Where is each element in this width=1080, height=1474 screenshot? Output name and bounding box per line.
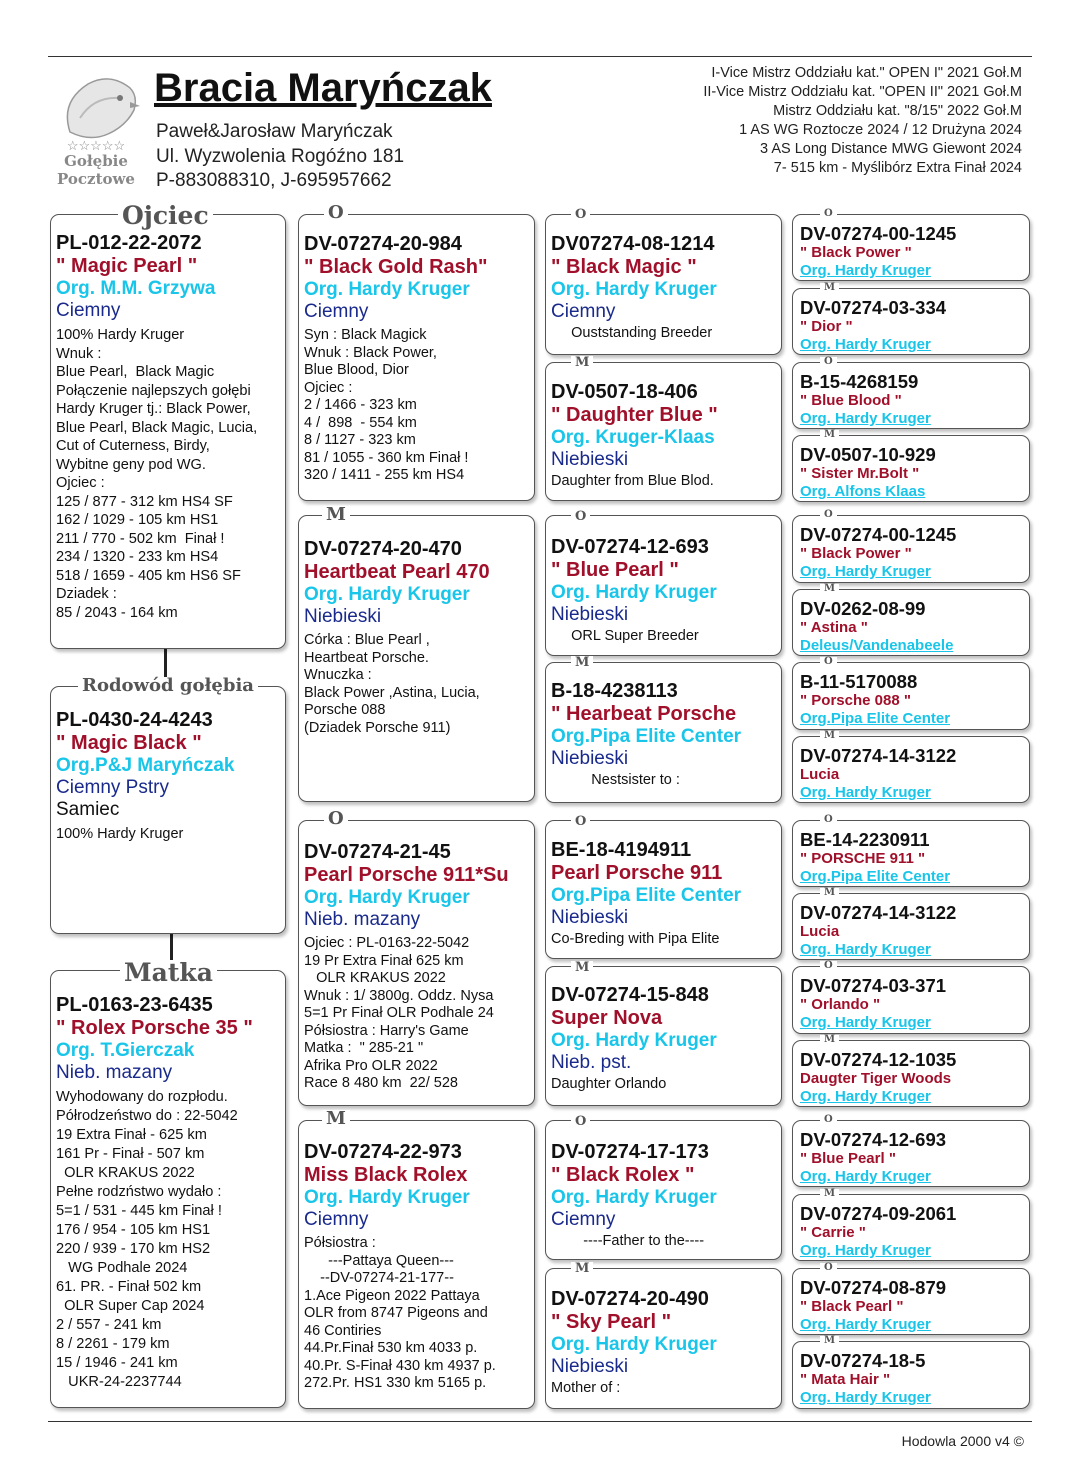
gen2-name: Pearl Porsche 911*Su [304,864,509,886]
gen4-ring: BE-14-2230911 [800,829,930,850]
gen4-card-5[interactable] [792,515,1030,583]
dam-label: M [820,430,839,440]
gen4-name: " Blue Blood " [800,392,902,409]
father-ring: PL-012-22-2072 [56,232,202,254]
gen2-card-4[interactable] [298,1120,535,1409]
sire-label: O [571,1115,590,1128]
footer-credit: Hodowla 2000 v4 © [901,1433,1024,1449]
gen2-name: " Black Gold Rash" [304,256,488,278]
gen3-card-1[interactable] [545,214,782,355]
sire-label: O [571,815,590,828]
logo-text-1: Gołębie [64,152,128,170]
gen2-breeder: Org. Hardy Kruger [304,887,470,908]
owner-phones: P-883088310, J-695957662 [156,170,392,191]
gen4-card-12[interactable] [792,1040,1030,1107]
gen3-notes: Co-Breding with Pipa Elite [551,931,720,947]
bottom-rule [48,1421,1032,1422]
gen4-ring: DV-07274-00-1245 [800,223,957,244]
father-card[interactable] [50,214,286,649]
gen3-ring: B-18-4238113 [551,680,678,702]
father-breeder: Org. M.M. Grzywa [56,278,216,299]
gen4-breeder: Org. Hardy Kruger [800,1168,931,1185]
gen4-ring: DV-0507-10-929 [800,444,936,465]
gen2-color: Nieb. mazany [304,909,421,930]
gen4-ring: DV-07274-18-5 [800,1350,926,1371]
gen4-breeder: Org. Hardy Kruger [800,262,931,279]
gen3-breeder: Org.Pipa Elite Center [551,885,742,906]
achievement-line: II-Vice Mistrz Oddziału kat. "OPEN II" 2021 Goł.M [703,84,1022,100]
achievement-line: 7- 515 km - Myślibórz Extra Finał 2024 [773,160,1022,176]
gen2-ring: DV-07274-20-984 [304,233,462,255]
gen4-name: Lucia [800,923,840,940]
gen2-color: Ciemny [304,301,369,322]
gen3-name: " Daughter Blue " [551,404,718,426]
gen3-card-7[interactable] [545,1120,782,1260]
gen3-ring: DV-07274-17-173 [551,1141,709,1163]
gen2-notes: Półsiostra : ---Pattaya Queen--- --DV-07274-21-177-- 1.Ace Pigeon 2022 Pattaya OLR from 8747 Pigeons and 46 Contiries 44.Pr.Finał 530 km 4033 p. 40.Pr. S-Finał 430 km 4937 p. 272.Pr. HS1 330 km 5165 p. [304,1235,496,1391]
father-color: Ciemny [56,300,121,321]
gen4-name: " Mata Hair " [800,1371,891,1388]
gen4-card-2[interactable] [792,288,1030,355]
dam-label: M [571,961,593,974]
mother-ring: PL-0163-23-6435 [56,994,213,1016]
gen3-name: " Blue Pearl " [551,559,679,581]
gen3-color: Niebieski [551,748,629,769]
gen4-breeder: Org. Hardy Kruger [800,410,931,427]
gen4-ring: DV-07274-00-1245 [800,524,957,545]
gen4-ring: DV-0262-08-99 [800,598,926,619]
dam-label: M [571,1262,593,1275]
sire-label: O [324,810,348,828]
gen3-notes: Daughter Orlando [551,1076,667,1092]
gen2-card-1[interactable] [298,214,535,501]
dam-label: M [571,656,593,669]
gen3-ring: DV-07274-20-490 [551,1288,709,1310]
gen3-notes: Nestsister to : [551,772,680,788]
gen4-ring: DV-07274-14-3122 [800,902,957,923]
gen3-color: Niebieski [551,1356,629,1377]
gen4-ring: DV-07274-08-879 [800,1277,947,1298]
gen4-name: " Porsche 088 " [800,692,911,709]
gen4-card-9[interactable] [792,820,1030,887]
gen4-card-3[interactable] [792,362,1030,429]
sire-label: O [571,510,590,523]
logo-text-2: Pocztowe [57,170,135,188]
gen2-ring: DV-07274-20-470 [304,538,462,560]
gen4-card-15[interactable] [792,1268,1030,1335]
subject-card[interactable] [50,686,286,934]
gen3-breeder: Org. Hardy Kruger [551,1334,717,1355]
father-name: " Magic Pearl " [56,255,198,277]
dam-label: M [820,1189,839,1199]
dam-label: M [820,283,839,293]
gen4-ring: DV-07274-09-2061 [800,1203,957,1224]
gen3-ring: DV-07274-12-693 [551,536,709,558]
gen4-name: Lucia [800,766,840,783]
gen2-ring: DV-07274-21-45 [304,841,451,863]
gen4-breeder: Org. Hardy Kruger [800,784,931,801]
gen2-notes: Syn : Black Magick Wnuk : Black Power, Blue Blood, Dior Ojciec : 2 / 1466 - 323 km 4 / 898 - 554 km 8 / 1127 - 323 km 81 / 1055 - 360 km Finał ! 320 / 1411 - 255 km HS4 [304,327,469,483]
gen4-ring: DV-07274-12-693 [800,1129,947,1150]
gen4-name: " PORSCHE 911 " [800,850,926,867]
gen2-card-3[interactable] [298,820,535,1106]
sire-label: O [820,357,837,367]
gen3-color: Ciemny [551,1209,616,1230]
subject-notes: 100% Hardy Kruger [56,826,184,842]
gen4-breeder: Org. Hardy Kruger [800,1014,931,1031]
gen3-notes: Ouststanding Breeder [551,325,713,341]
gen3-color: Niebieski [551,907,629,928]
subject-sex: Samiec [56,799,120,820]
sire-label: O [820,1263,837,1273]
mother-label: Matka [120,960,217,985]
gen3-name: " Hearbeat Porsche [551,703,737,725]
mother-card[interactable] [50,970,286,1408]
gen4-card-4[interactable] [792,435,1030,502]
gen3-name: Pearl Porsche 911 [551,862,723,884]
sire-label: O [820,961,837,971]
gen2-color: Niebieski [304,606,382,627]
sire-label: O [324,204,348,222]
gen4-breeder: Org. Hardy Kruger [800,941,931,958]
gen3-breeder: Org.Pipa Elite Center [551,726,742,747]
gen3-name: " Black Rolex " [551,1164,695,1186]
gen4-name: " Black Pearl " [800,1298,904,1315]
gen4-breeder: Org.Pipa Elite Center [800,868,951,885]
gen4-name: " Carrie " [800,1224,866,1241]
pigeon-logo-icon [50,62,142,188]
mother-name: " Rolex Porsche 35 " [56,1017,253,1039]
gen3-card-3[interactable] [545,515,782,656]
gen4-breeder: Org. Hardy Kruger [800,1088,931,1105]
sire-label: O [571,208,590,221]
gen3-card-4[interactable] [545,662,782,803]
gen3-breeder: Org. Hardy Kruger [551,582,717,603]
gen3-notes: Daughter from Blue Blod. [551,473,714,489]
gen4-breeder: Org. Alfons Klaas [800,483,926,500]
gen4-breeder: Org. Hardy Kruger [800,1389,931,1406]
gen4-ring: DV-07274-03-334 [800,297,947,318]
page-title: Bracia Maryńczak [154,66,492,110]
owner-address: Ul. Wyzwolenia Rogóźno 181 [156,146,405,167]
sire-label: O [820,510,837,520]
gen3-name: Super Nova [551,1007,663,1029]
gen3-color: Nieb. pst. [551,1052,632,1073]
gen4-card-8[interactable] [792,736,1030,803]
gen4-breeder: Org.Pipa Elite Center [800,710,951,727]
gen3-ring: DV-0507-18-406 [551,381,698,403]
gen4-breeder: Org. Hardy Kruger [800,1316,931,1333]
gen4-ring: DV-07274-12-1035 [800,1049,957,1070]
gen3-breeder: Org. Hardy Kruger [551,279,717,300]
sire-label: O [820,657,837,667]
dam-label: M [820,731,839,741]
gen2-name: Heartbeat Pearl 470 [304,561,490,583]
achievement-line: I-Vice Mistrz Oddziału kat." OPEN I" 2021 Goł.M [711,65,1022,81]
gen3-card-2[interactable] [545,362,782,501]
pedigree-label: Rodowód gołębia [78,677,258,695]
dam-label: M [820,1035,839,1045]
owner-name: Paweł&Jarosław Maryńczak [156,121,393,142]
gen4-breeder: Deleus/Vandenabeele [800,637,954,654]
sire-label: O [820,209,837,219]
gen4-breeder: Org. Hardy Kruger [800,1242,931,1259]
gen2-breeder: Org. Hardy Kruger [304,584,470,605]
sire-label: O [820,1115,837,1125]
gen4-ring: DV-07274-14-3122 [800,745,957,766]
gen3-notes: Mother of : [551,1380,621,1396]
gen4-card-6[interactable] [792,589,1030,656]
subject-name: " Magic Black " [56,732,202,754]
gen4-card-10[interactable] [792,893,1030,960]
gen4-ring: B-11-5170088 [800,671,918,692]
gen4-card-11[interactable] [792,966,1030,1034]
gen2-ring: DV-07274-22-973 [304,1141,462,1163]
gen3-card-8[interactable] [545,1268,782,1409]
achievement-line: Mistrz Oddziału kat. "8/15" 2022 Goł.M [773,103,1022,119]
gen3-color: Niebieski [551,604,629,625]
gen4-breeder: Org. Hardy Kruger [800,563,931,580]
gen2-breeder: Org. Hardy Kruger [304,279,470,300]
mother-breeder: Org. T.Gierczak [56,1040,195,1061]
gen3-card-6[interactable] [545,966,782,1106]
gen4-card-7[interactable] [792,662,1030,730]
mother-notes: Wyhodowany do rozpłodu. Półrodzeństwo do : 22-5042 19 Extra Finał - 625 km 161 Pr - Finał - 507 km OLR KRAKUS 2022 Pełne rodzństwo wydało : 5=1 / 531 - 445 km Finał ! 176 / 954 - 105 km HS1 220 / 939 - 170 km HS2 WG Podhale 2024 61. PR. - Finał 502 km OLR Super Cap 2024 2 / 557 - 241 km 8 / 2261 - 179 km 15 / 1946 - 241 km UKR-24-2237744 [56,1089,238,1390]
gen3-card-5[interactable] [545,820,782,959]
gen2-notes: Córka : Blue Pearl , Heartbeat Porsche. Wnuczka : Black Power ,Astina, Lucia, Porsche 088 (Dziadek Porsche 911) [304,632,480,736]
top-rule [48,56,1032,57]
gen4-name: Daugter Tiger Woods [800,1070,952,1087]
gen4-name: " Orlando " [800,996,881,1013]
gen3-ring: BE-18-4194911 [551,839,692,861]
gen4-name: " Black Power " [800,545,912,562]
gen3-ring: DV07274-08-1214 [551,233,715,255]
dam-label: M [571,356,593,369]
sire-label: O [820,815,837,825]
gen3-ring: DV-07274-15-848 [551,984,709,1006]
gen2-color: Ciemny [304,1209,369,1230]
gen3-color: Ciemny [551,301,616,322]
gen2-breeder: Org. Hardy Kruger [304,1187,470,1208]
gen2-name: Miss Black Rolex [304,1164,468,1186]
subject-ring: PL-0430-24-4243 [56,709,213,731]
gen3-breeder: Org. Hardy Kruger [551,1030,717,1051]
dam-label: M [820,584,839,594]
achievements [703,64,1022,178]
gen3-breeder: Org. Kruger-Klaas [551,427,715,448]
dam-label: M [820,1336,839,1346]
gen3-breeder: Org. Hardy Kruger [551,1187,717,1208]
dam-label: M [820,888,839,898]
subject-color: Ciemny Pstry [56,777,169,798]
gen4-card-1[interactable] [792,214,1030,281]
mother-color: Nieb. mazany [56,1062,173,1083]
svg-text:☆☆☆☆☆: ☆☆☆☆☆ [66,139,126,154]
gen4-card-13[interactable] [792,1120,1030,1187]
gen4-name: " Dior " [800,318,853,335]
gen4-card-16[interactable] [792,1341,1030,1409]
gen4-ring: B-15-4268159 [800,371,919,392]
gen2-notes: Ojciec : PL-0163-22-5042 19 Pr Extra Finał 625 km OLR KRAKUS 2022 Wnuk : 1/ 3800g. Oddz. Nysa 5=1 Pr Finał OLR Podhale 24 Półsiostra : Harry's Game Matka : " 285-21 " Afrika Pro OLR 2022 Race 8 480 km 22/ 528 [304,935,494,1091]
gen4-ring: DV-07274-03-371 [800,975,947,996]
gen4-name: " Sister Mr.Bolt " [800,465,920,482]
achievement-line: 3 AS Long Distance MWG Giewont 2024 [760,141,1022,157]
achievement-line: 1 AS WG Roztocze 2024 / 12 Drużyna 2024 [739,122,1022,138]
gen3-name: " Black Magic " [551,256,697,278]
father-notes: 100% Hardy Kruger Wnuk : Blue Pearl, Black Magic Połączenie najlepszych gołębi Hardy Kruger tj.: Black Power, Blue Pearl, Black Magic, Lucia, Cut of Cuterness, Birdy, Wybitne geny pod WG. Ojciec : 125 / 877 - 312 km HS4 SF 162 / 1029 - 105 km HS1 211 / 770 - 502 km Finał ! 234 / 1320 - 233 km HS4 518 / 1659 - 405 km HS6 SF Dziadek : 85 / 2043 - 164 km [56,327,258,621]
dam-label: M [322,1110,350,1128]
gen4-name: " Blue Pearl " [800,1150,896,1167]
gen4-name: " Black Power " [800,244,912,261]
gen4-breeder: Org. Hardy Kruger [800,336,931,353]
subject-breeder: Org.P&J Maryńczak [56,755,235,776]
gen4-card-14[interactable] [792,1194,1030,1261]
gen3-notes: ----Father to the---- [551,1233,705,1249]
father-label: Ojciec [118,203,213,228]
gen2-card-2[interactable] [298,515,535,802]
gen3-color: Niebieski [551,449,629,470]
gen3-notes: ORL Super Breeder [551,628,699,644]
dam-label: M [322,506,350,524]
gen3-name: " Sky Pearl " [551,1311,672,1333]
gen4-name: " Astina " [800,619,868,636]
